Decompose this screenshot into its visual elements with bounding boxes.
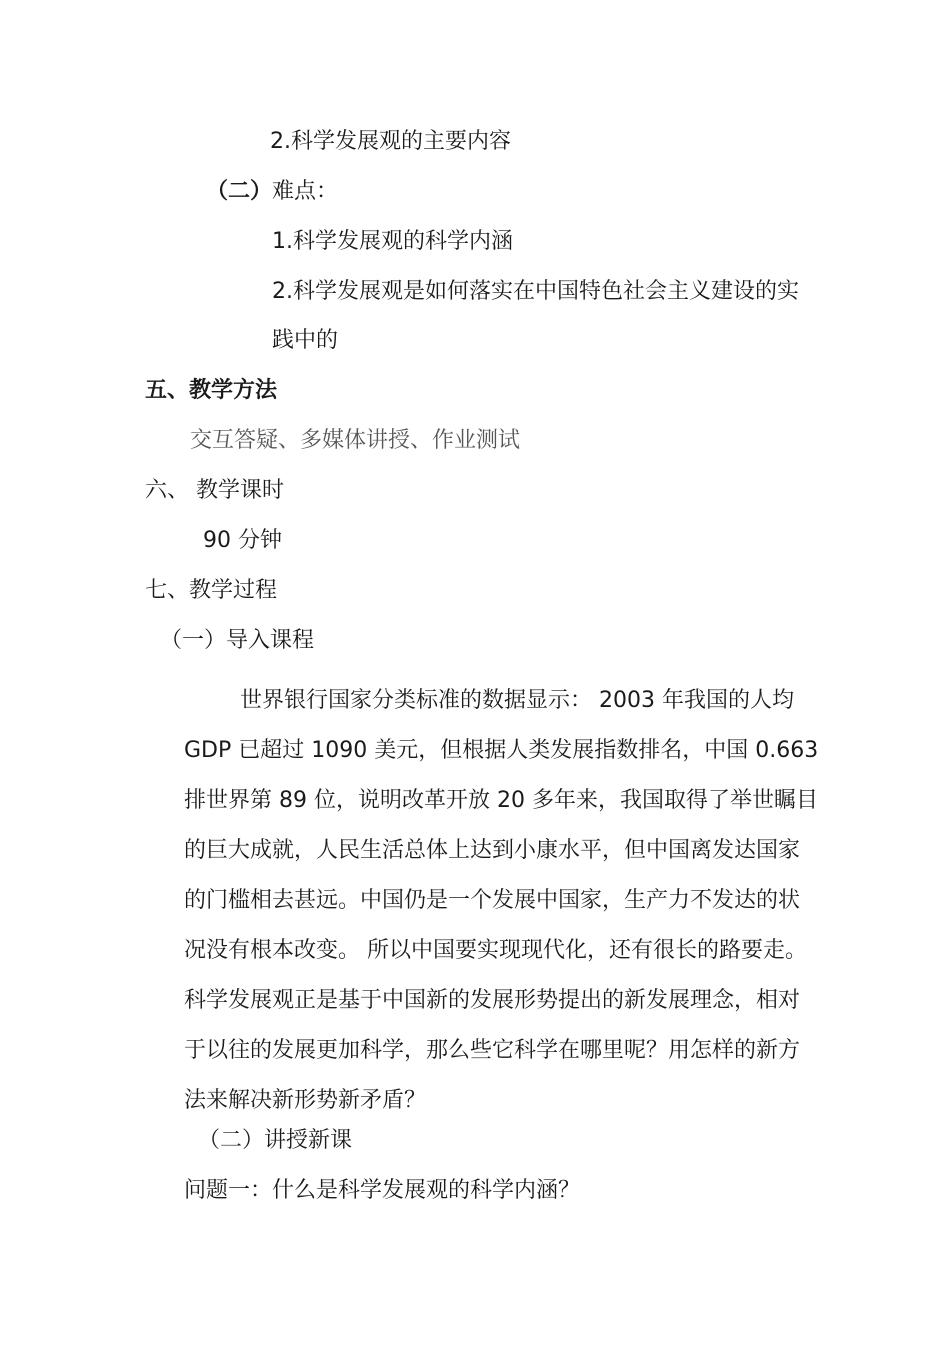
paragraph-line: 法来解决新形势新矛盾？ bbox=[184, 1088, 427, 1113]
paragraph-line: 世界银行国家分类标准的数据显示： 2003 年我国的人均 bbox=[240, 688, 794, 713]
difficulty-item-1: 1.科学发展观的科学内涵 bbox=[272, 229, 513, 254]
section-5-heading: 五、教学方法 bbox=[145, 378, 278, 403]
intro-paragraph bbox=[184, 676, 819, 1126]
paragraph-line: 排世界第 89 位，说明改革开放 20 多年来，我国取得了举世瞩目 bbox=[184, 788, 818, 813]
difficulty-item-2-line-2: 践中的 bbox=[272, 328, 339, 353]
difficulties-heading bbox=[206, 177, 338, 207]
paragraph-line: 于以往的发展更加科学，那么些它科学在哪里呢？用怎样的新方 bbox=[184, 1038, 801, 1063]
paragraph-line: 的巨大成就，人民生活总体上达到小康水平，但中国离发达国家 bbox=[184, 838, 801, 863]
difficulty-item-2-line-1: 2.科学发展观是如何落实在中国特色社会主义建设的实 bbox=[272, 279, 799, 304]
difficulties-heading-marker: （二） bbox=[206, 179, 273, 204]
section-5-content: 交互答疑、多媒体讲授、作业测试 bbox=[190, 428, 521, 453]
key-point-item-2: 2.科学发展观的主要内容 bbox=[270, 129, 511, 154]
paragraph-line: GDP 已超过 1090 美元，但根据人类发展指数排名，中国 0.663 bbox=[184, 738, 819, 763]
section-7-heading: 七、教学过程 bbox=[145, 578, 278, 603]
section-7-sub-1-heading: （一）导入课程 bbox=[160, 628, 315, 653]
question-1: 问题一：什么是科学发展观的科学内涵？ bbox=[184, 1178, 581, 1203]
difficulties-heading-text: 难点： bbox=[272, 179, 339, 204]
section-6-heading: 六、 教学课时 bbox=[145, 478, 284, 503]
section-6-content: 90 分钟 bbox=[203, 528, 282, 553]
paragraph-line: 况没有根本改变。 所以中国要实现现代化，还有很长的路要走。 bbox=[184, 938, 807, 963]
paragraph-line: 的门槛相去甚远。中国仍是一个发展中国家，生产力不发达的状 bbox=[184, 888, 801, 913]
paragraph-line: 科学发展观正是基于中国新的发展形势提出的新发展理念，相对 bbox=[184, 988, 801, 1013]
section-7-sub-2-heading: （二）讲授新课 bbox=[198, 1128, 353, 1153]
